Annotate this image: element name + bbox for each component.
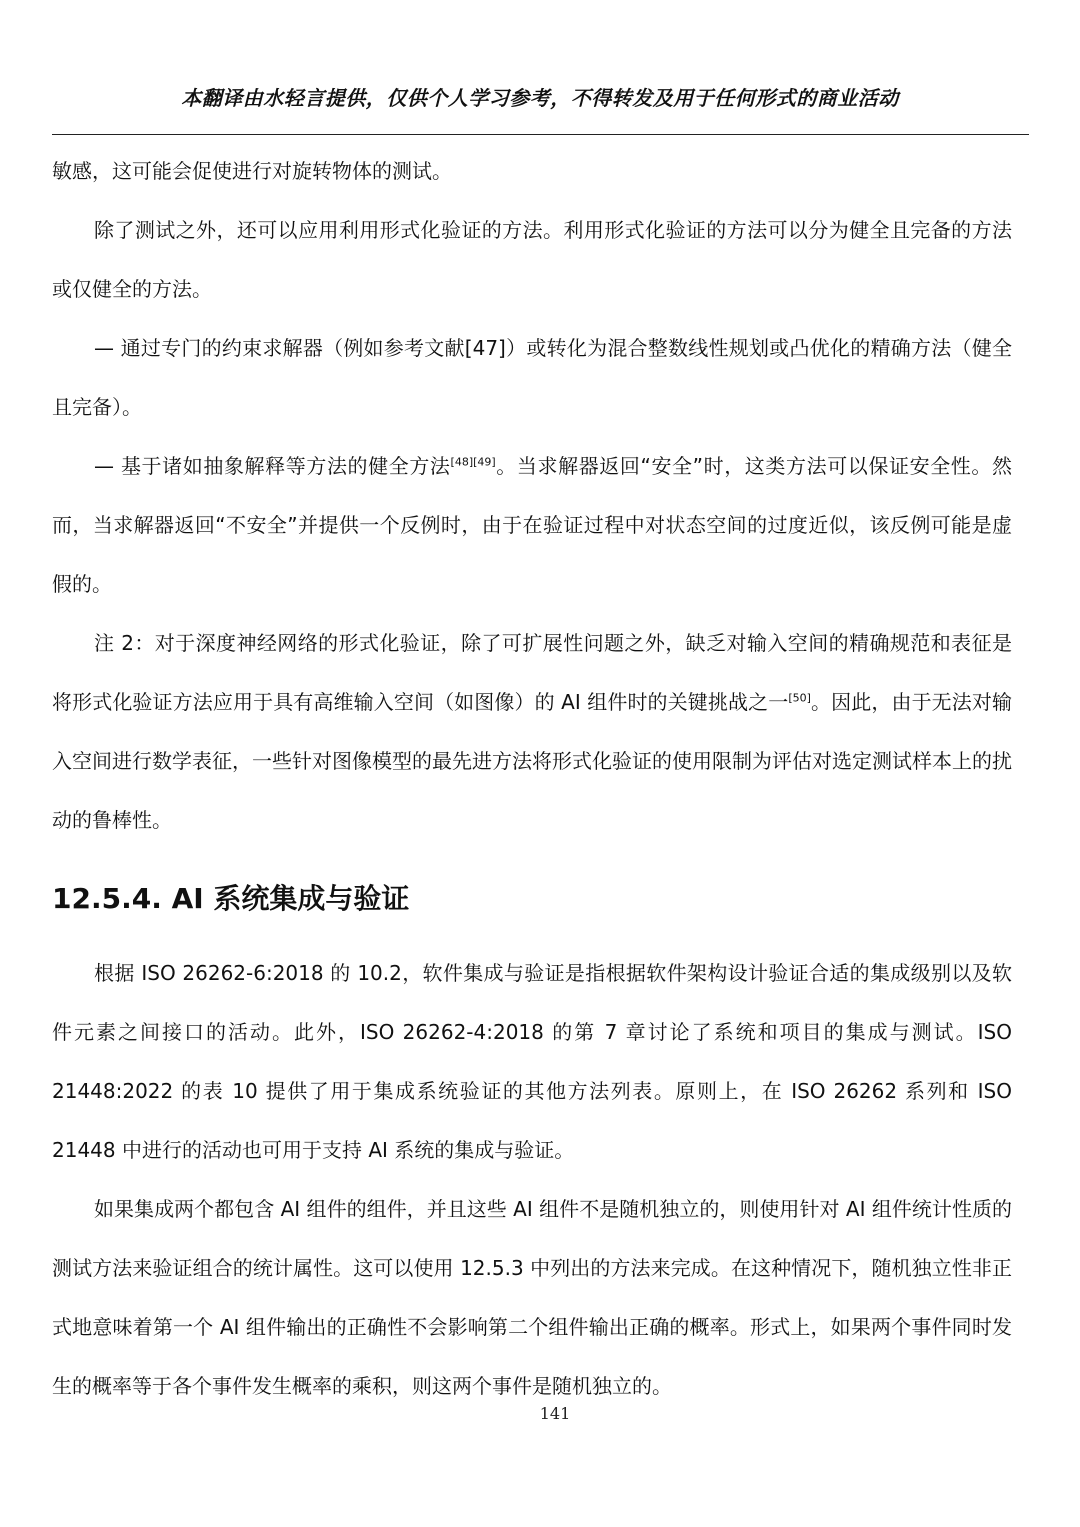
page-header: 本翻译由水轻言提供，仅供个人学习参考，不得转发及用于任何形式的商业活动	[181, 86, 899, 110]
list-item-exact-methods: — 通过专门的约束求解器（例如参考文献[47]）或转化为混合整数线性规划或凸优化的精确方法（健全且完备）。	[52, 336, 1012, 419]
section-paragraph-independence: 如果集成两个都包含 AI 组件的组件，并且这些 AI 组件不是随机独立的，则使用针对 AI 组件统计性质的测试方法来验证组合的统计属性。这可以使用 12.5.3 中列出的方法来完成。在这种情况下，随机独立性非正式地意味着第一个 AI 组件输出的正确性不会影响第二个组件输出正确的概率。形式上，如果两个事件同时发生的概率等于各个事件发生概率的乘积，则这两个事件是随机独立的。	[52, 1197, 1012, 1398]
section-heading: 12.5.4. AI 系统集成与验证	[52, 882, 410, 915]
citation-50: [50]	[788, 691, 811, 705]
list-item-sound-methods-text-a: — 基于诸如抽象解释等方法的健全方法	[94, 454, 451, 478]
section-paragraph-integration: 根据 ISO 26262-6:2018 的 10.2，软件集成与验证是指根据软件架构设计验证合适的集成级别以及软件元素之间接口的活动。此外，ISO 26262-4:2018 的第 7 章讨论了系统和项目的集成与测试。ISO 21448:2022 的表 10 提供了用于集成系统验证的其他方法列表。原则上，在 ISO 26262 系列和 ISO 21448 中进行的活动也可用于支持 AI 系统的集成与验证。	[52, 961, 1012, 1162]
paragraph-continuation: 敏感，这可能会促使进行对旋转物体的测试。	[52, 159, 452, 183]
note-2-paragraph	[52, 614, 1012, 850]
paragraph-formal-verification: 除了测试之外，还可以应用利用形式化验证的方法。利用形式化验证的方法可以分为健全且完备的方法或仅健全的方法。	[52, 218, 1012, 301]
note-2-text-b: 。因此，由于无法对输入空间进行数学表征，一些针对图像模型的最先进方法将形式化验证的使用限制为评估对选定测试样本上的扰动的鲁棒性。	[52, 690, 1013, 832]
page-body	[52, 142, 1012, 1416]
list-item-sound-methods-text-b: 。当求解器返回“安全”时，这类方法可以保证安全性。然而，当求解器返回“不安全”并提供一个反例时，由于在验证过程中对状态空间的过度近似，该反例可能是虚假的。	[52, 454, 1012, 596]
note-2-text-a: 注 2：对于深度神经网络的形式化验证，除了可扩展性问题之外，缺乏对输入空间的精确规范和表征是将形式化验证方法应用于具有高维输入空间（如图像）的 AI 组件时的关键挑战之一	[52, 631, 1012, 714]
header-divider	[52, 134, 1029, 135]
page-number: 141	[539, 1404, 571, 1423]
citation-48-49: [48][49]	[450, 455, 496, 469]
list-item-sound-methods	[52, 437, 1012, 614]
